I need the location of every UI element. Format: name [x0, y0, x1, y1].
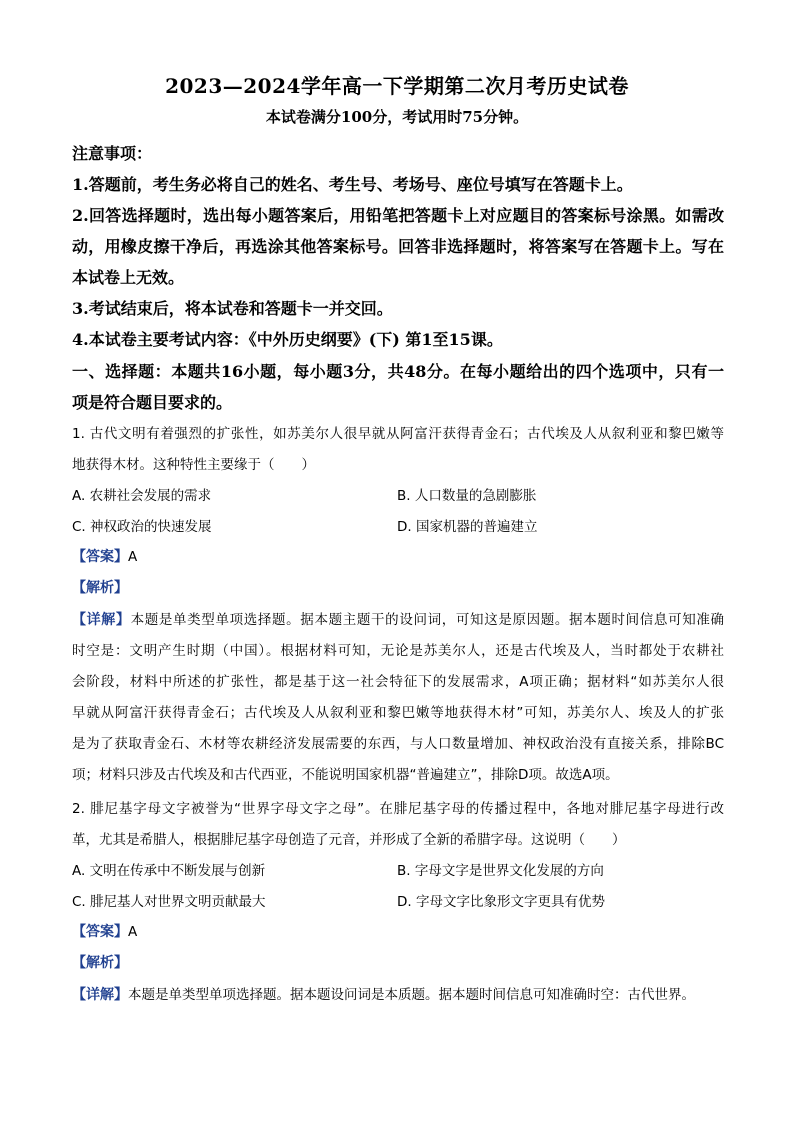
q1-detail-line-5: 是为了获取青金石、木材等农耕经济发展需要的东西，与人口数量增加、神权政治没有直接关系，排除BC: [72, 736, 724, 752]
q1-detail-line-3: 会阶段，材料中所述的扩张性，都是基于这一社会特征下的发展需求，A项正确；据材料“如苏美尔人很: [72, 674, 724, 690]
q1-option-d: D. 国家机器的普遍建立: [397, 519, 538, 535]
notes-item-2-line-2: 动，用橡皮擦干净后，再选涂其他答案标号。回答非选择题时，将答案写在答题卡上。写在: [72, 237, 724, 256]
q2-answer-value: A: [128, 924, 138, 940]
q2-detail-tag: 【详解】: [72, 987, 128, 1003]
q2-option-c: C. 腓尼基人对世界文明贡献最大: [72, 894, 266, 910]
q2-stem-line-1: 2. 腓尼基字母文字被誉为“世界字母文字之母”。在腓尼基字母的传播过程中，各地对腓尼基字母进行改: [72, 801, 724, 817]
notes-heading: 注意事项：: [72, 144, 153, 163]
notes-item-3: 3.考试结束后，将本试卷和答题卡一并交回。: [72, 299, 393, 318]
notes-item-4: 4.本试卷主要考试内容：《中外历史纲要》(下) 第1至15课。: [72, 330, 503, 349]
q2-detail-line-1: [72, 983, 724, 1004]
q1-detail-tag: 【详解】: [72, 612, 131, 628]
q1-option-a: A. 农耕社会发展的需求: [72, 488, 212, 504]
q2-option-a: A. 文明在传承中不断发展与创新: [72, 863, 266, 879]
q2-analysis: [72, 952, 724, 972]
q2-detail-text-1: 本题是单类型单项选择题。据本题设问词是本质题。据本题时间信息可知准确时空：古代世界。: [128, 987, 695, 1003]
q1-analysis: [72, 577, 724, 597]
q2-option-d: D. 字母文字比象形文字更具有优势: [397, 894, 605, 910]
q2-answer: [72, 921, 724, 941]
q1-detail-text-1: 本题是单类型单项选择题。据本题主题干的设问词，可知这是原因题。据本题时间信息可知准确: [130, 612, 724, 628]
notes-item-2-line-1: 2.回答选择题时，选出每小题答案后，用铅笔把答题卡上对应题目的答案标号涂黑。如需改: [72, 206, 724, 225]
page-title: 2023—2024学年高一下学期第二次月考历史试卷: [165, 74, 629, 98]
q1-option-b: B. 人口数量的急剧膨胀: [397, 488, 537, 504]
q1-detail-line-6: 项；材料只涉及古代埃及和古代西亚，不能说明国家机器“普遍建立”，排除D项。故选A项。: [72, 767, 619, 783]
q1-analysis-tag: 【解析】: [72, 580, 128, 596]
q2-option-b: B. 字母文字是世界文化发展的方向: [397, 863, 604, 879]
q1-answer-tag: 【答案】: [72, 549, 128, 565]
notes-item-2-line-3: 本试卷上无效。: [72, 268, 185, 287]
q2-analysis-tag: 【解析】: [72, 955, 128, 971]
notes-item-1: 1.答题前，考生务必将自己的姓名、考生号、考场号、座位号填写在答题卡上。: [72, 175, 633, 194]
q1-detail-line-4: 早就从阿富汗获得青金石；古代埃及人从叙利亚和黎巴嫩等地获得木材”可知，苏美尔人、埃及人的扩张: [72, 705, 724, 721]
q1-option-c: C. 神权政治的快速发展: [72, 519, 212, 535]
section-heading-line-1: 一、选择题：本题共16小题，每小题3分，共48分。在每小题给出的四个选项中，只有一: [72, 362, 724, 381]
q1-stem-line-2: 地获得木材。这种特性主要缘于（ ）: [72, 457, 315, 473]
q1-answer: [72, 546, 724, 566]
page-subtitle: 本试卷满分100分，考试用时75分钟。: [265, 108, 529, 126]
q1-answer-value: A: [128, 549, 138, 565]
q2-answer-tag: 【答案】: [72, 924, 128, 940]
q1-stem-line-1: 1. 古代文明有着强烈的扩张性，如苏美尔人很早就从阿富汗获得青金石；古代埃及人从叙利亚和黎巴嫩等: [72, 426, 724, 442]
section-heading-line-2: 项是符合题目要求的。: [72, 393, 233, 412]
q2-stem-line-2: 革，尤其是希腊人，根据腓尼基字母创造了元音，并形成了全新的希腊字母。这说明（ ）: [72, 832, 626, 848]
q1-detail-line-1: [72, 608, 724, 629]
q1-detail-line-2: 时空是：文明产生时期（中国）。根据材料可知，无论是苏美尔人，还是古代埃及人，当时都处于农耕社: [72, 643, 724, 659]
